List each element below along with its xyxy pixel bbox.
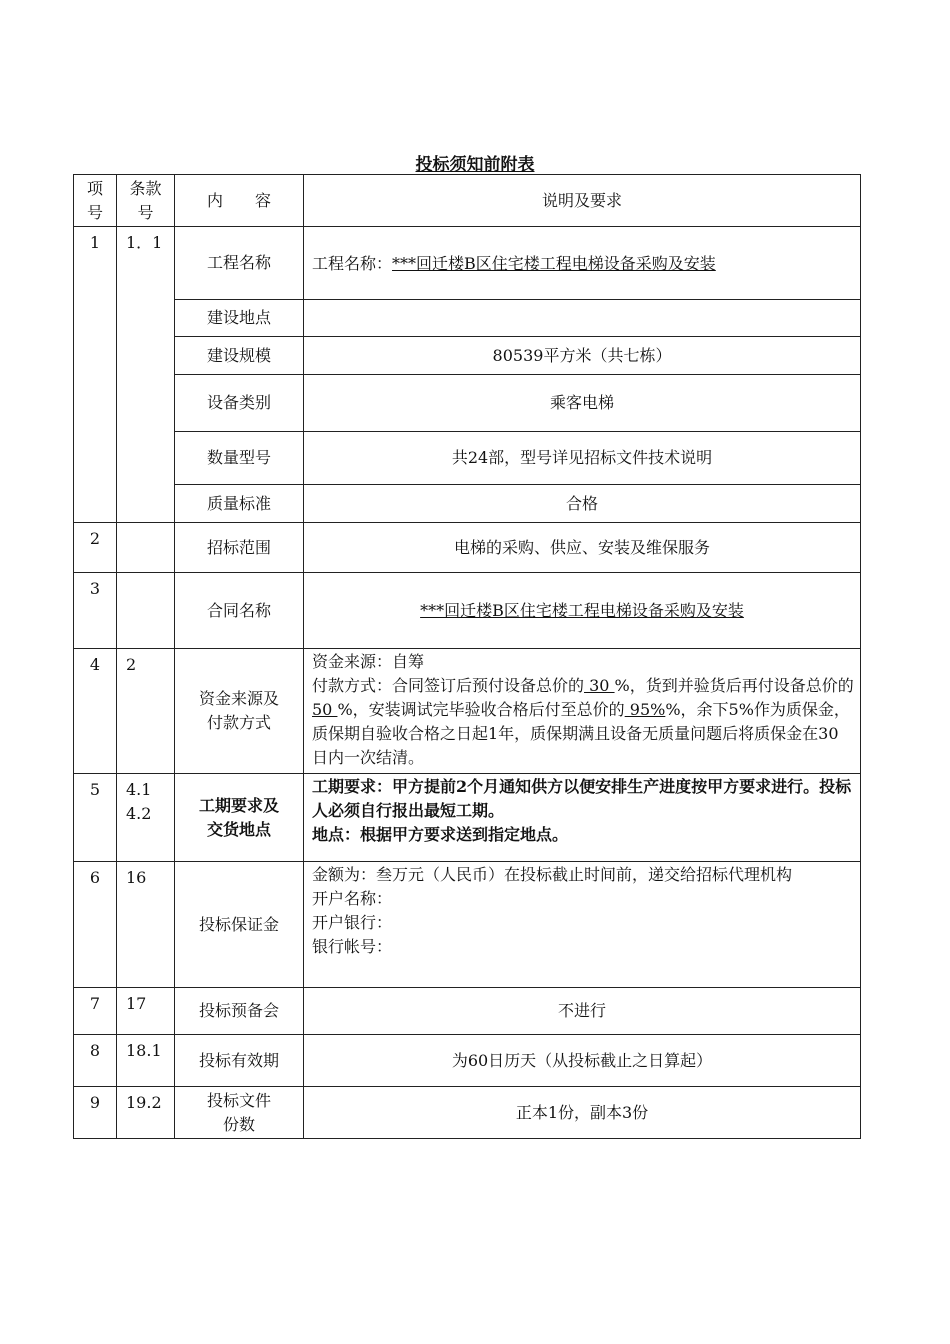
row-number: 4 (74, 649, 117, 774)
bank-name: 开户银行： (312, 913, 393, 932)
row-number: 8 (74, 1035, 117, 1087)
table-row (74, 1087, 861, 1139)
row-number: 1 (74, 227, 117, 523)
clause-number: 19.2 (117, 1087, 175, 1139)
schedule-cell (304, 774, 861, 862)
validity-value: 为60日历天（从投标截止之日算起） (304, 1035, 861, 1087)
table-row (74, 774, 861, 862)
scale-value: 80539平方米（共七栋） (304, 337, 861, 375)
bid-bond-label: 投标保证金 (175, 862, 304, 988)
project-name-label: 工程名称 (175, 227, 304, 300)
bid-instructions-table (73, 174, 861, 1139)
row-number: 3 (74, 573, 117, 649)
row-number: 2 (74, 523, 117, 573)
header-item-number: 项号 (74, 175, 117, 227)
table-header-row (74, 175, 861, 227)
quality-value: 合格 (304, 485, 861, 523)
account-name: 开户名称： (312, 889, 393, 908)
scale-label: 建设规模 (175, 337, 304, 375)
clause-number: 4.1 4.2 (117, 774, 175, 862)
funding-label: 资金来源及 付款方式 (175, 649, 304, 774)
table-row (74, 649, 861, 774)
table-row (74, 337, 861, 375)
copies-value: 正本1份，副本3份 (304, 1087, 861, 1139)
row-number: 5 (74, 774, 117, 862)
category-value: 乘客电梯 (304, 375, 861, 432)
header-content: 内 容 (175, 175, 304, 227)
clause-number: 16 (117, 862, 175, 988)
funding-payment-cell (304, 649, 861, 774)
table-row (74, 227, 861, 300)
quantity-label: 数量型号 (175, 432, 304, 485)
project-name-value: ***回迁楼B区住宅楼工程电梯设备采购及安装 (392, 253, 716, 273)
schedule-requirement: 工期要求：甲方提前2个月通知供方以便安排生产进度按甲方要求进行。投标人必须自行报出最短工期。 (312, 777, 852, 820)
scope-label: 招标范围 (175, 523, 304, 573)
quality-label: 质量标准 (175, 485, 304, 523)
table-row (74, 432, 861, 485)
bid-bond-amount: 金额为：叁万元（人民币）在投标截止时间前，递交给招标代理机构 (312, 865, 793, 884)
delivery-location: 地点：根据甲方要求送到指定地点。 (312, 825, 569, 844)
category-label: 设备类别 (175, 375, 304, 432)
scope-value: 电梯的采购、供应、安装及维保服务 (304, 523, 861, 573)
table-row (74, 988, 861, 1035)
clause-number (117, 523, 175, 573)
row-number: 9 (74, 1087, 117, 1139)
contract-name-value: ***回迁楼B区住宅楼工程电梯设备采购及安装 (304, 573, 861, 649)
table-row (74, 523, 861, 573)
prebid-meeting-value: 不进行 (304, 988, 861, 1035)
quantity-value: 共24部，型号详见招标文件技术说明 (304, 432, 861, 485)
header-clause-number: 条款号 (117, 175, 175, 227)
table-row (74, 573, 861, 649)
site-label: 建设地点 (175, 300, 304, 337)
copies-label: 投标文件 份数 (175, 1087, 304, 1139)
schedule-label: 工期要求及 交货地点 (175, 774, 304, 862)
table-row (74, 485, 861, 523)
payment-terms: 付款方式：合同签订后预付设备总价的 30 %，货到并验货后再付设备总价的50 %，安装调试完毕验收合格后付至总价的 95%%，余下5%作为质保金，质保期自验收合格之日起1年，质保期满且设备无质量问题后将质保金在30日内一次结清。 (312, 676, 854, 767)
row-number: 7 (74, 988, 117, 1035)
funding-source: 资金来源：自筹 (312, 652, 425, 671)
contract-name-label: 合同名称 (175, 573, 304, 649)
clause-number: 2 (117, 649, 175, 774)
row-number: 6 (74, 862, 117, 988)
project-name-prefix: 工程名称： (312, 253, 393, 273)
clause-number: 18.1 (117, 1035, 175, 1087)
clause-number: 1．1 (117, 227, 175, 523)
project-name-cell (304, 227, 861, 300)
clause-number: 17 (117, 988, 175, 1035)
table-row (74, 375, 861, 432)
account-number: 银行帐号： (312, 937, 393, 956)
table-row (74, 1035, 861, 1087)
document-title: 投标须知前附表 (415, 155, 535, 175)
header-description: 说明及要求 (304, 175, 861, 227)
table-row (74, 862, 861, 988)
bid-bond-cell (304, 862, 861, 988)
prebid-meeting-label: 投标预备会 (175, 988, 304, 1035)
table-row (74, 300, 861, 337)
clause-number (117, 573, 175, 649)
site-value (304, 300, 861, 337)
validity-label: 投标有效期 (175, 1035, 304, 1087)
